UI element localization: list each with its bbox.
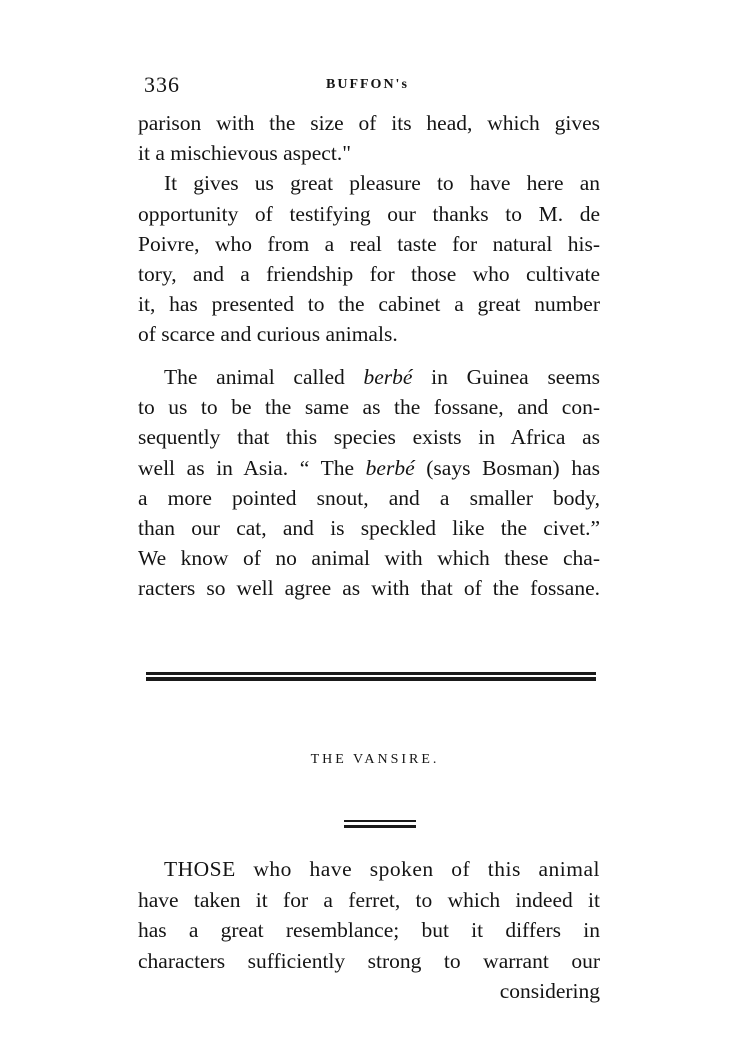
- text-line: has a great resemblance; but it differs in: [138, 918, 600, 942]
- text-line: have taken it for a ferret, to which indeed it: [138, 887, 600, 912]
- text-line: well as in Asia. “ The berbé (says Bosman) has: [138, 455, 600, 480]
- text-line: opportunity of testifying our thanks to M. de: [138, 201, 600, 226]
- text-line: of scarce and curious animals.: [138, 322, 398, 347]
- page-number: 336: [144, 72, 180, 97]
- page-header: [140, 72, 600, 102]
- catchword: considering: [499, 979, 600, 1003]
- text-line: parison with the size of its head, which gives: [138, 111, 600, 135]
- running-head: BUFFON's: [326, 77, 409, 92]
- text-line: The animal called berbé in Guinea seems: [164, 365, 600, 389]
- text-line: a more pointed snout, and a smaller body,: [138, 485, 600, 510]
- text-line: tory, and a friendship for those who cultivate: [138, 262, 600, 287]
- section-divider-rule: [146, 672, 596, 684]
- paragraph-berbe: [138, 362, 600, 604]
- text-line: it, has presented to the cabinet a great number: [138, 292, 600, 317]
- text-line: Poivre, who from a real taste for natural his-: [138, 231, 600, 256]
- paragraph-vansire: [138, 854, 600, 1007]
- paragraph-thanks: [138, 168, 600, 349]
- text-line: sequently that this species exists in Africa as: [138, 425, 600, 450]
- text-line: THOSE who have spoken of this animal: [164, 857, 600, 881]
- text-line: characters sufficiently strong to warrant our: [138, 948, 600, 973]
- text-line: it a mischievous aspect.": [138, 141, 351, 166]
- text-line: than our cat, and is speckled like the civet.”: [138, 516, 600, 541]
- section-title: THE VANSIRE.: [310, 752, 440, 767]
- text-line: It gives us great pleasure to have here an: [164, 171, 600, 196]
- paragraph-continued: [138, 108, 600, 350]
- text-line: to us to be the same as the fossane, and con-: [138, 395, 600, 420]
- text-line: racters so well agree as with that of the fossane.: [138, 576, 600, 601]
- title-underline-rule: [344, 820, 416, 830]
- text-line: We know of no animal with which these cha-: [138, 546, 600, 571]
